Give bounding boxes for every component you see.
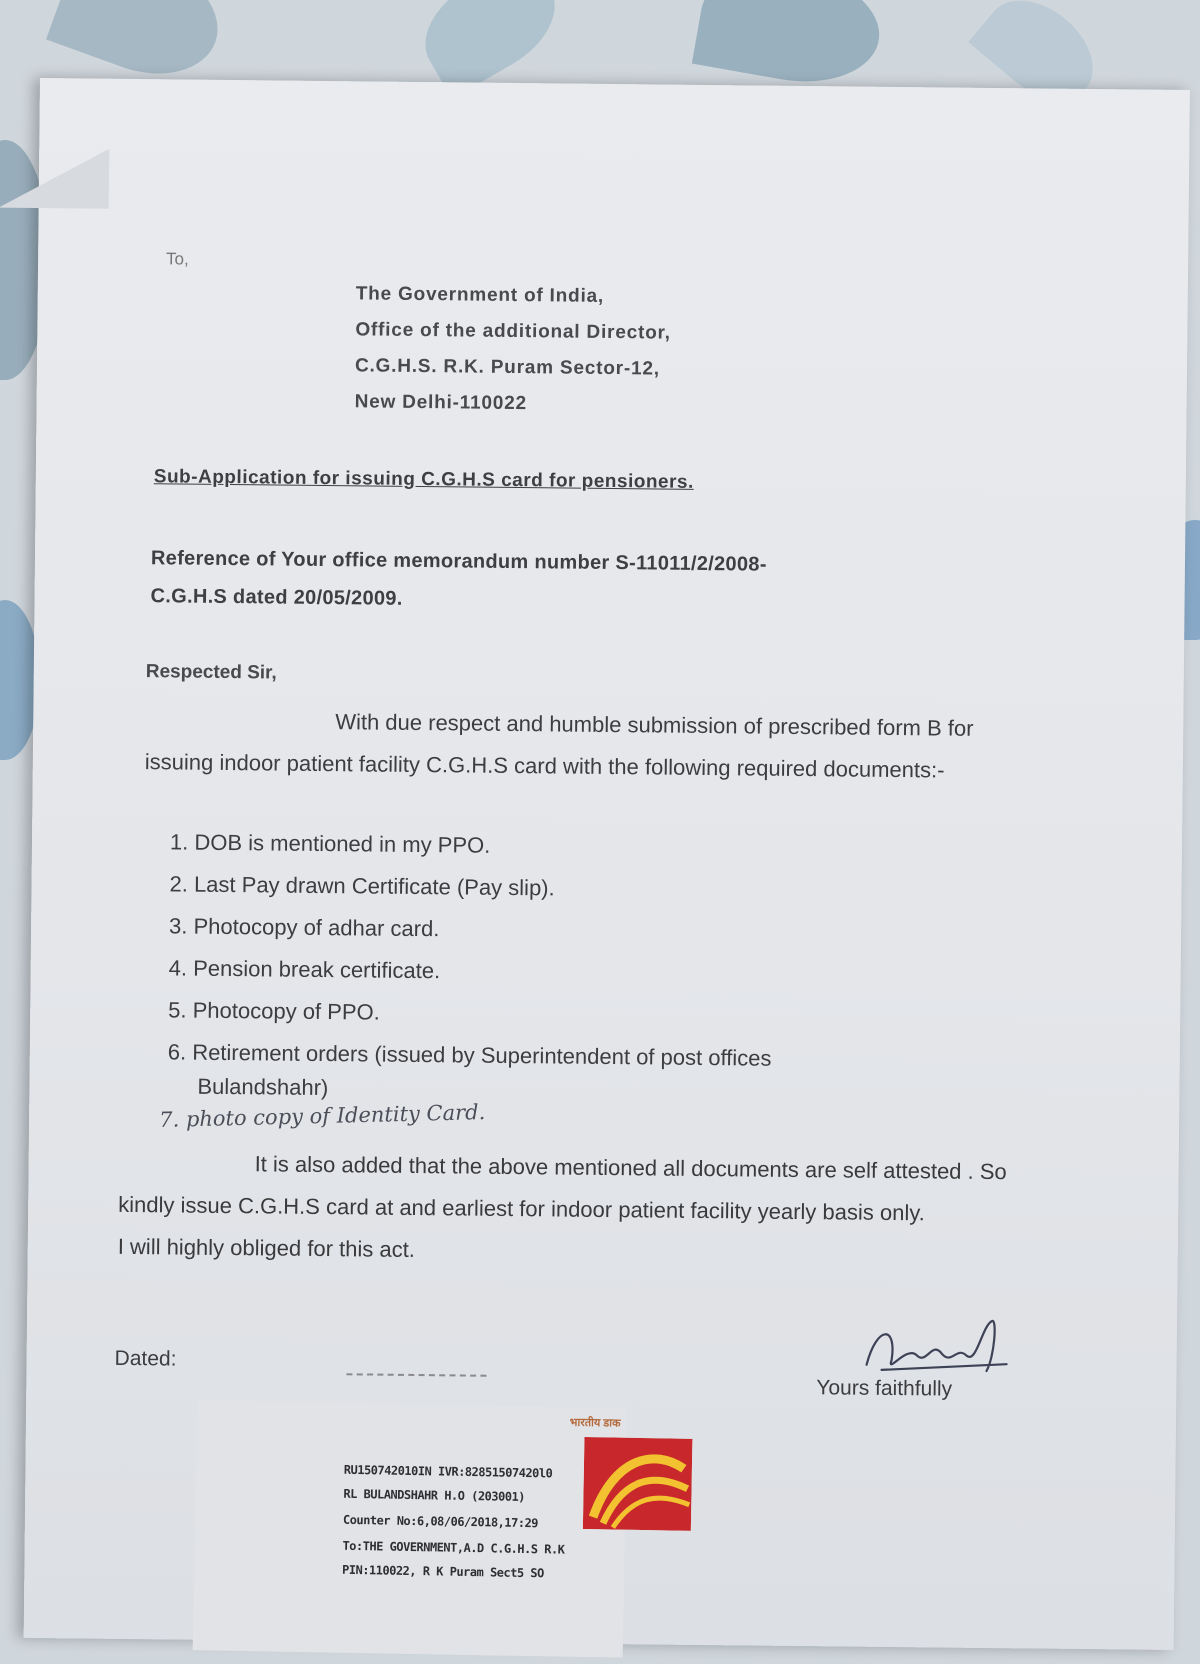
paper-fold xyxy=(0,148,109,209)
document-item-6: 6. Retirement orders (issued by Superintendent of post offices xyxy=(167,1039,772,1071)
dated-label: Dated: xyxy=(114,1346,177,1371)
closing-text: It is also added that the above mentioned all documents are self attested . So kindly issue C.G.H.S card at and earliest for indoor patient facility yearly basis only. xyxy=(118,1151,1007,1226)
salutation: Respected Sir, xyxy=(145,661,277,684)
yours-faithfully: Yours faithfully xyxy=(816,1376,953,1401)
documents-list xyxy=(167,821,774,1105)
body-text: With due respect and humble submission of prescribed form B for issuing indoor patient facility C.G.H.S card with the following required documents:- xyxy=(144,709,974,783)
postal-receipt xyxy=(193,1400,627,1657)
body-paragraph xyxy=(145,699,1026,792)
india-post-logo-icon xyxy=(583,1437,693,1531)
letter-sheet xyxy=(24,78,1190,1650)
document-item-5: 5. Photocopy of PPO. xyxy=(168,997,380,1025)
obliged-line: I will highly obliged for this act. xyxy=(117,1233,416,1262)
address-line-1: The Government of India, xyxy=(355,283,605,307)
receipt-line-4: To:THE GOVERNMENT,A.D C.G.H.S R.K xyxy=(342,1538,565,1557)
receipt-line-1: RU150742010IN IVR:82851507420l0 xyxy=(343,1462,553,1481)
document-item-6-continued: Bulandshahr) xyxy=(197,1073,329,1101)
reference-line-1: Reference of Your office memorandum number S-11011/2/2008- xyxy=(150,547,767,576)
receipt-line-2: RL BULANDSHAHR H.O (203001) xyxy=(343,1486,526,1504)
subject-line: Sub-Application for issuing C.G.H.S card for pensioners. xyxy=(153,466,694,493)
closing-paragraph xyxy=(118,1142,1039,1278)
document-item-2: 2. Last Pay drawn Certificate (Pay slip). xyxy=(169,871,555,901)
reference xyxy=(150,539,971,624)
signature xyxy=(856,1315,1017,1387)
document-item-1: 1. DOB is mentioned in my PPO. xyxy=(169,829,491,858)
fabric-leaf xyxy=(692,0,888,95)
address-line-2: Office of the additional Director, xyxy=(355,319,671,344)
address-line-3: C.G.H.S. R.K. Puram Sector-12, xyxy=(354,355,660,380)
receipt-line-5: PIN:110022, R K Puram Sect5 SO xyxy=(341,1562,544,1581)
india-post-hindi-text: भारतीय डाक xyxy=(569,1416,621,1430)
dated-dash-line xyxy=(346,1373,486,1376)
receipt-line-3: Counter No:6,08/06/2018,17:29 xyxy=(342,1512,539,1531)
handwritten-note: 7. photo copy of Identity Card. xyxy=(158,1100,486,1132)
document-item-3: 3. Photocopy of adhar card. xyxy=(168,913,440,942)
document-item-4: 4. Pension break certificate. xyxy=(168,955,441,984)
reference-line-2: C.G.H.S dated 20/05/2009. xyxy=(150,585,403,610)
to-label: To, xyxy=(166,249,189,269)
address-line-4: New Delhi-110022 xyxy=(354,391,528,415)
